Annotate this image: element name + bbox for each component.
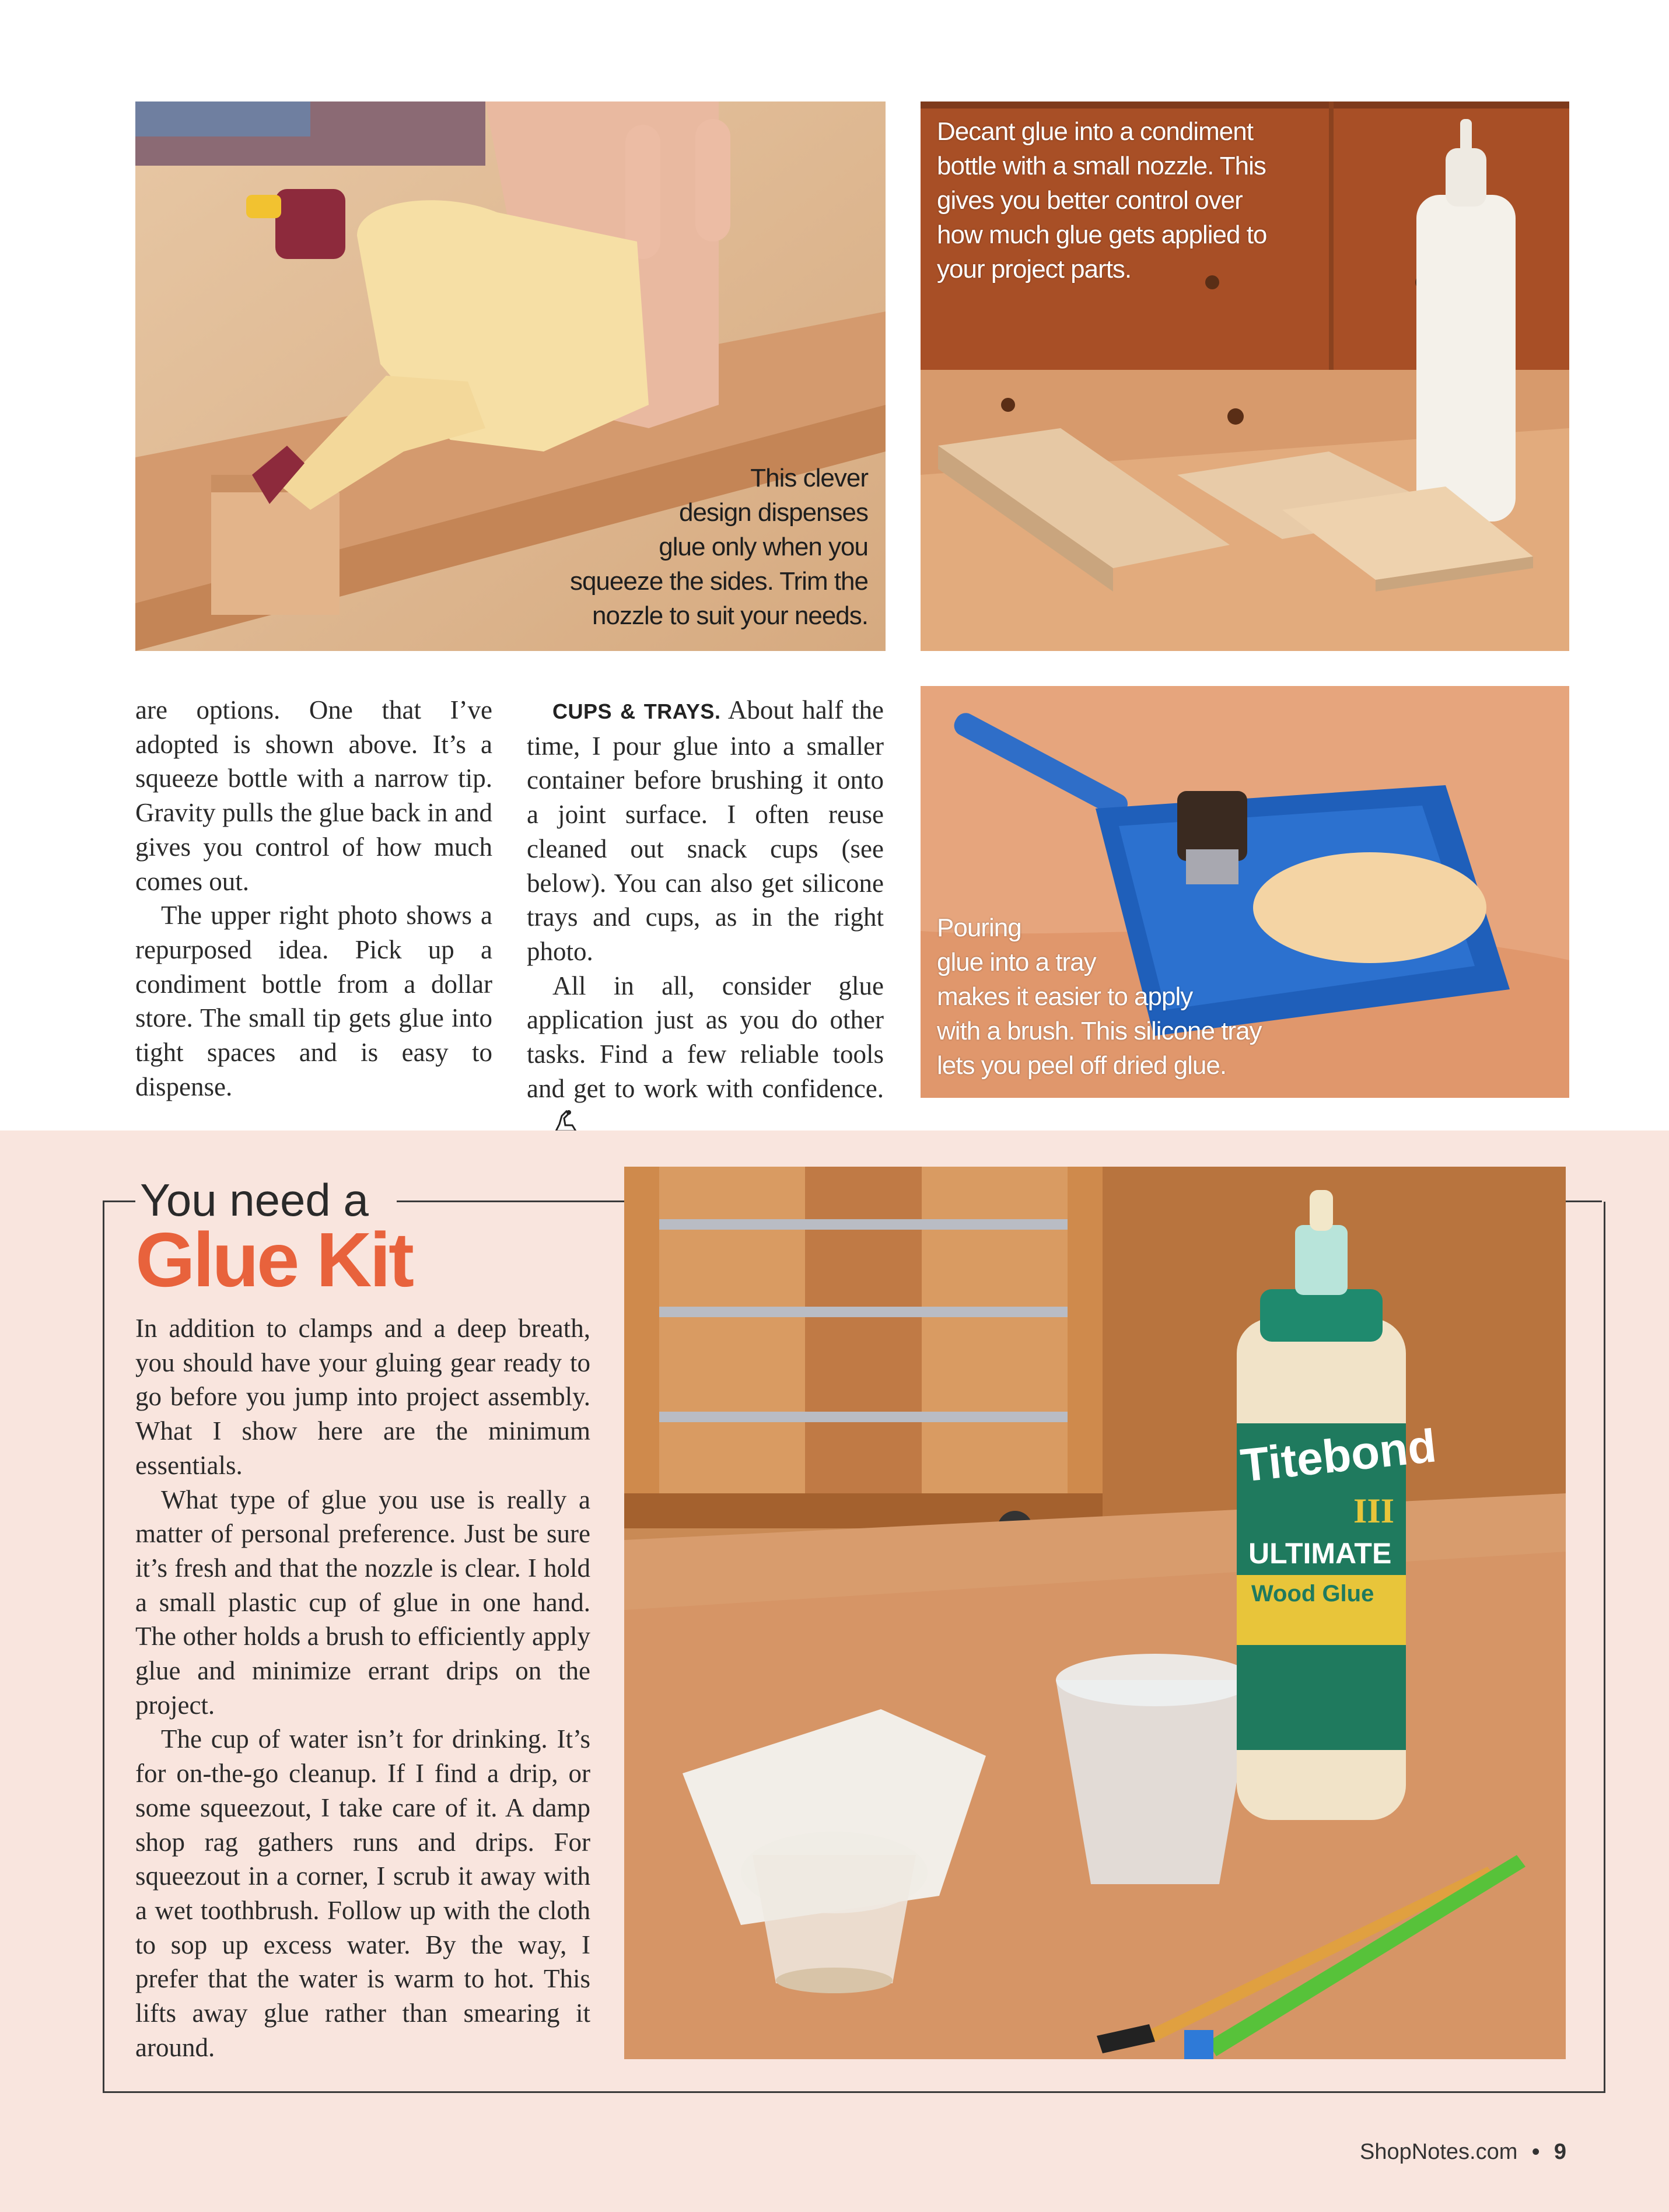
caption-line: nozzle to suit your needs. [592,601,868,630]
caption-line: Decant glue into a condiment [937,117,1253,146]
caption-line: makes it easier to apply [937,982,1193,1011]
glue-label-brand: Titebond [1238,1419,1439,1492]
sidebar-paragraph: In addition to clamps and a deep breath, you should have your gluing gear ready to go before you jump into project assembly. What I show here are the minimum essentials. [135,1314,590,1480]
caption-line: your project parts. [937,255,1132,284]
silicone-tray-photo [921,686,1569,1098]
silicone-tray-caption [937,911,1262,1083]
caption-line: bottle with a small nozzle. This [937,152,1266,180]
glue-bottle-caption [570,461,868,633]
glue-bottle-photo [135,102,886,651]
footer-separator: • [1531,2140,1540,2164]
footer-site: ShopNotes.com [1360,2140,1518,2164]
article-text: About half the time, I pour glue into a smaller container before brushing it onto a joint surface. I often reuse cleaned out snack cups (see below). You can also get silicone trays and cups, as in the right photo. [527,695,884,966]
page-footer [1360,2140,1566,2165]
sidebar-paragraph: What type of glue you use is really a matter of personal preference. Just be sure it’s fresh and that the nozzle is clear. I hold a small plastic cup of glue in one hand. The other holds a brush to efficiently apply glue and minimize errant drips on the project. [135,1485,590,1720]
article-column-1 [135,693,492,1104]
condiment-bottle-caption [937,114,1266,286]
caption-line: lets you peel off dried glue. [937,1051,1227,1080]
caption-line: This clever [750,464,868,492]
sidebar-paragraph: The cup of water isn’t for drinking. It’s for on-the-go cleanup. If I find a drip, or some squeezout, I take care of it. A damp shop rag gathers runs and drips. For squeezout in a corner, I scrub it away with a wet toothbrush. Follow up with the cloth to sop up excess water. By the way, I prefer that the water is warm to hot. This lifts away glue rather than smearing it around. [135,1724,590,2062]
condiment-bottle-photo [921,102,1569,651]
caption-line: glue only when you [659,533,868,561]
caption-line: gives you better control over [937,186,1243,215]
caption-line: design dispenses [678,498,868,527]
caption-line: Pouring [937,914,1021,942]
section-runin-heading: CUPS & TRAYS. [552,699,721,723]
caption-line: squeeze the sides. Trim the [569,567,868,596]
article-column-2 [527,693,884,1140]
sidebar-rule-mid [397,1200,624,1202]
page-number: 9 [1553,2140,1566,2164]
sidebar-subtitle: You need a [135,1174,373,1226]
sidebar-title: Glue Kit [135,1217,412,1303]
article-paragraph [527,693,884,969]
sidebar-rule-left [103,1200,138,1202]
caption-line: glue into a tray [937,948,1096,977]
article-paragraph: are options. One that I’ve adopted is shown above. It’s a squeeze bottle with a narrow tip. Gravity pulls the glue back in and gives you control of how much comes out. [135,695,492,896]
article-paragraph [527,969,884,1140]
caption-line: with a brush. This silicone tray [937,1017,1262,1045]
sidebar-rule-right [1566,1200,1602,1202]
glue-label-ultimate: ULTIMATE [1248,1537,1392,1570]
caption-line: how much glue gets applied to [937,220,1267,249]
article-text: All in all, consider glue application just as you do other tasks. Find a few reliable tools and get to work with confidence. [527,971,884,1103]
sidebar-column [135,1311,590,2064]
article-paragraph: The upper right photo shows a repurposed idea. Pick up a condiment bottle from a dollar store. The small tip gets glue into tight spaces and is easy to dispense. [135,901,492,1101]
glue-label-product: Wood Glue [1251,1581,1374,1606]
glue-label-numeral: III [1353,1492,1395,1530]
glue-kit-photo [624,1167,1566,2059]
